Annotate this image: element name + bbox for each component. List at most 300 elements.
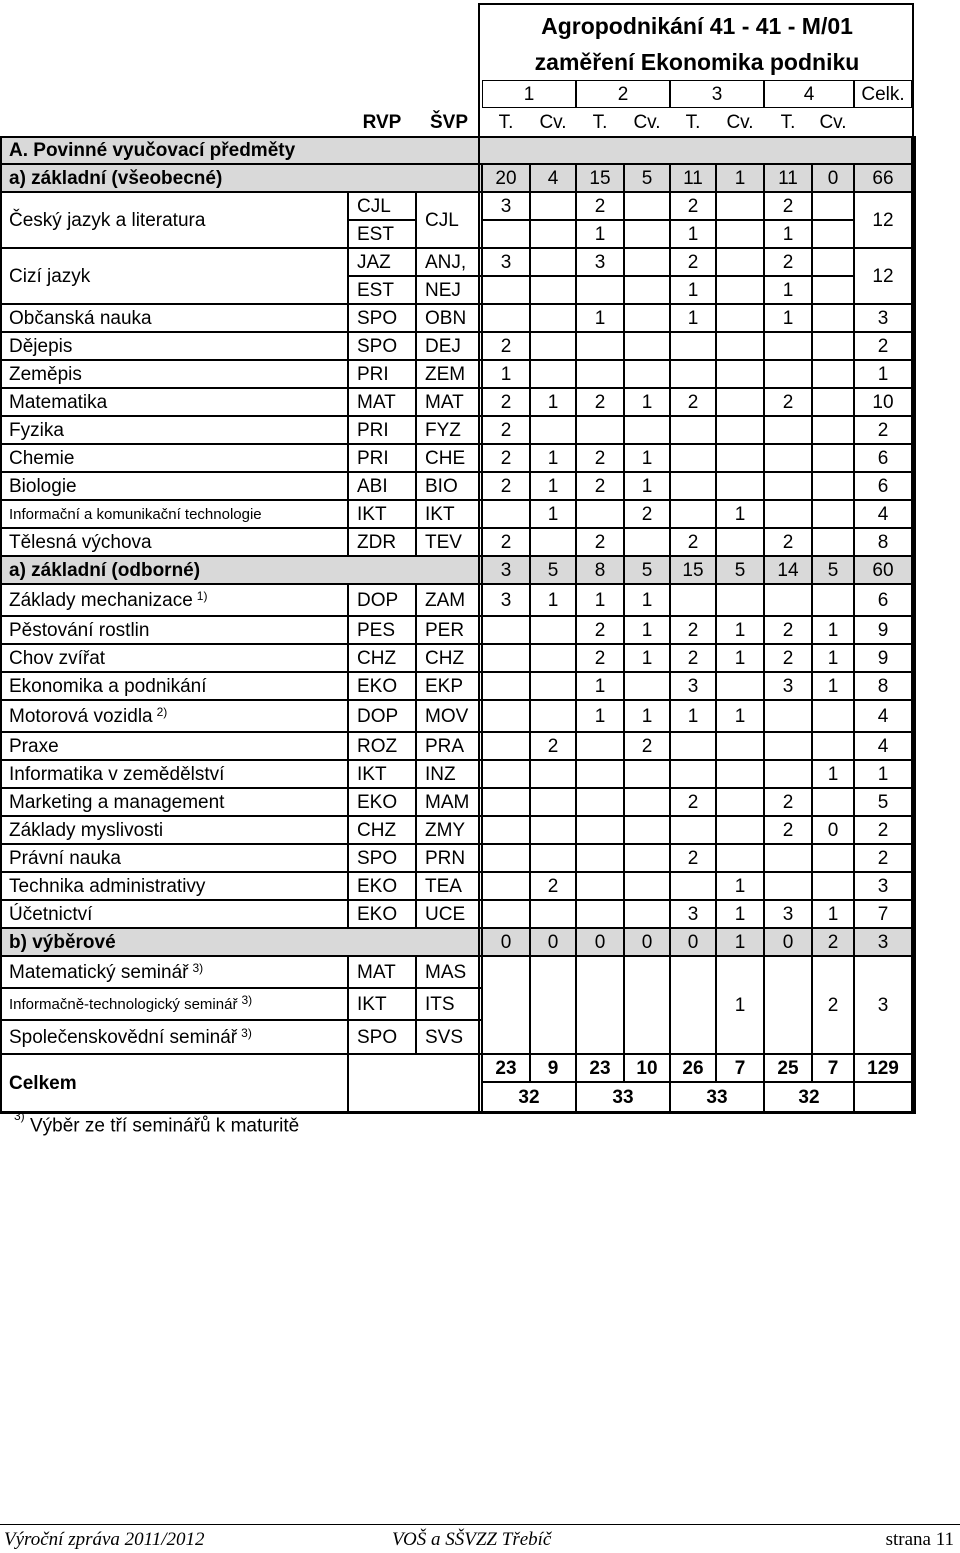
- hours-cell: [530, 220, 576, 248]
- subject-name: Fyzika: [0, 416, 348, 444]
- footer-school: VOŠ a SŠVZZ Třebíč: [392, 1529, 552, 1550]
- rvp-code: MAT: [348, 388, 416, 416]
- hours-cell: 3: [482, 584, 530, 616]
- svp-code: SVS: [416, 1020, 482, 1054]
- hours-cell: 2: [670, 644, 716, 672]
- hours-cell: [764, 416, 812, 444]
- rvp-code: EKO: [348, 788, 416, 816]
- optional-sum-value: 0: [576, 928, 624, 956]
- hours-cell: [624, 872, 670, 900]
- hours-cell: [530, 844, 576, 872]
- hours-cell: [716, 732, 764, 760]
- hours-cell: 1: [764, 304, 812, 332]
- hours-cell: [576, 760, 624, 788]
- hours-cell: 2: [670, 192, 716, 220]
- hours-cell: 2: [764, 388, 812, 416]
- hours-cell: 2: [812, 956, 854, 1054]
- hours-cell: 2: [764, 816, 812, 844]
- svp-code: UCE: [416, 900, 482, 928]
- hours-cell: [812, 248, 854, 276]
- rvp-code: MAT: [348, 956, 416, 988]
- hours-cell: 1: [530, 500, 576, 528]
- hours-cell: 3: [764, 900, 812, 928]
- hours-cell: [530, 760, 576, 788]
- hours-cell: [764, 332, 812, 360]
- professional-sum-value: 5: [812, 556, 854, 584]
- hours-cell: [482, 844, 530, 872]
- hours-cell: [812, 472, 854, 500]
- rvp-code: SPO: [348, 332, 416, 360]
- subject-name: Marketing a management: [0, 788, 348, 816]
- svp-code: ZMY: [416, 816, 482, 844]
- hours-cell: [624, 760, 670, 788]
- hours-cell: [624, 956, 670, 1054]
- svp-code: ZEM: [416, 360, 482, 388]
- total-cell: 5: [854, 788, 912, 816]
- hours-cell: [670, 584, 716, 616]
- optional-sum-value: 2: [812, 928, 854, 956]
- hours-cell: 1: [670, 276, 716, 304]
- professional-sum-value: 5: [530, 556, 576, 584]
- hours-cell: [482, 500, 530, 528]
- hours-cell: [482, 220, 530, 248]
- professional-sum-value: 5: [624, 556, 670, 584]
- svp-code: MOV: [416, 700, 482, 732]
- hours-cell: 2: [530, 872, 576, 900]
- hours-cell: 2: [624, 732, 670, 760]
- hours-cell: [482, 760, 530, 788]
- hours-cell: [764, 760, 812, 788]
- hours-cell: [812, 192, 854, 220]
- general-sum-label: a) základní (všeobecné): [0, 164, 482, 192]
- hours-cell: [624, 220, 670, 248]
- hours-cell: [482, 644, 530, 672]
- general-sum-value: 15: [576, 164, 624, 192]
- rvp-code: IKT: [348, 760, 416, 788]
- hours-cell: [716, 220, 764, 248]
- subject-name: Informatika v zemědělství: [0, 760, 348, 788]
- hours-cell: 3: [482, 192, 530, 220]
- hours-cell: [482, 816, 530, 844]
- hours-cell: [716, 444, 764, 472]
- subject-name: Dějepis: [0, 332, 348, 360]
- hours-cell: [576, 816, 624, 844]
- hours-cell: [482, 732, 530, 760]
- svp-code: MAT: [416, 388, 482, 416]
- hours-cell: [530, 416, 576, 444]
- hours-cell: [716, 192, 764, 220]
- total-cell: 2: [854, 816, 912, 844]
- hours-cell: [530, 956, 576, 1054]
- hours-cell: [670, 444, 716, 472]
- hours-cell: 1: [812, 760, 854, 788]
- hours-cell: 2: [670, 248, 716, 276]
- svp-code: TEV: [416, 528, 482, 556]
- hours-cell: 2: [482, 332, 530, 360]
- total-cell: 6: [854, 444, 912, 472]
- optional-sum-value: 0: [530, 928, 576, 956]
- total-cell: 2: [854, 332, 912, 360]
- svp-code: NEJ: [416, 276, 482, 304]
- general-sum-value: 0: [812, 164, 854, 192]
- total-cell: 9: [854, 616, 912, 644]
- hours-cell: 2: [764, 644, 812, 672]
- hours-cell: [716, 248, 764, 276]
- svp-code: CHE: [416, 444, 482, 472]
- hours-cell: 1: [670, 220, 716, 248]
- hours-cell: 2: [482, 528, 530, 556]
- hours-cell: [482, 304, 530, 332]
- hours-cell: 1: [670, 304, 716, 332]
- general-sum-value: 11: [670, 164, 716, 192]
- subject-name: Praxe: [0, 732, 348, 760]
- hours-cell: [624, 248, 670, 276]
- rvp-code: EKO: [348, 900, 416, 928]
- rvp-code: DOP: [348, 584, 416, 616]
- rvp-code: PRI: [348, 416, 416, 444]
- hours-cell: [670, 500, 716, 528]
- total-value: 25: [764, 1054, 812, 1082]
- total-value: 26: [670, 1054, 716, 1082]
- rvp-code: PRI: [348, 444, 416, 472]
- rvp-code: CHZ: [348, 644, 416, 672]
- subject-name: Biologie: [0, 472, 348, 500]
- hours-cell: [530, 332, 576, 360]
- subject-name: Matematika: [0, 388, 348, 416]
- hours-cell: [530, 672, 576, 700]
- hours-cell: [576, 788, 624, 816]
- hours-cell: [716, 360, 764, 388]
- total-year: 32: [764, 1082, 854, 1112]
- hours-cell: [530, 700, 576, 732]
- hours-cell: [482, 276, 530, 304]
- total-cell: 6: [854, 584, 912, 616]
- optional-sum-value: 0: [764, 928, 812, 956]
- general-sum-value: 4: [530, 164, 576, 192]
- total-year: 32: [482, 1082, 576, 1112]
- optional-sum-label: b) výběrové: [0, 928, 482, 956]
- year-header: 2: [576, 80, 670, 108]
- subject-name: Český jazyk a literatura: [0, 192, 348, 248]
- hours-cell: 1: [716, 644, 764, 672]
- total-cell: 7: [854, 900, 912, 928]
- total-header: Celk.: [854, 80, 912, 108]
- svp-code: ANJ,: [416, 248, 482, 276]
- subject-name: Chemie: [0, 444, 348, 472]
- hours-cell: [764, 956, 812, 1054]
- year-header: 1: [482, 80, 576, 108]
- rvp-code: JAZ: [348, 248, 416, 276]
- professional-sum-value: 15: [670, 556, 716, 584]
- hours-cell: [764, 584, 812, 616]
- hours-cell: [530, 644, 576, 672]
- hours-cell: 2: [576, 388, 624, 416]
- rvp-code: SPO: [348, 304, 416, 332]
- hours-cell: 3: [482, 248, 530, 276]
- svp-code: MAS: [416, 956, 482, 988]
- total-cell: 3: [854, 956, 912, 1054]
- professional-sum-label: a) základní (odborné): [0, 556, 482, 584]
- hours-cell: [670, 872, 716, 900]
- svp-header: ŠVP: [429, 111, 469, 133]
- hours-cell: 1: [624, 700, 670, 732]
- total-cell: 9: [854, 644, 912, 672]
- hours-cell: [530, 788, 576, 816]
- hours-cell: 3: [764, 672, 812, 700]
- hours-cell: [812, 788, 854, 816]
- rvp-code: SPO: [348, 1020, 416, 1054]
- hours-cell: [530, 360, 576, 388]
- total-value: 7: [716, 1054, 764, 1082]
- subject-name: Chov zvířat: [0, 644, 348, 672]
- hours-cell: [530, 192, 576, 220]
- svp-code: PER: [416, 616, 482, 644]
- footer-page: strana 11: [885, 1529, 954, 1550]
- hours-cell: [530, 304, 576, 332]
- hours-cell: 1: [716, 700, 764, 732]
- footnote: [10, 1109, 300, 1137]
- rvp-code: EKO: [348, 872, 416, 900]
- hours-cell: [482, 956, 530, 1054]
- total-cell: 6: [854, 472, 912, 500]
- year-header: 3: [670, 80, 764, 108]
- svp-code: ITS: [416, 988, 482, 1020]
- hours-cell: [812, 584, 854, 616]
- hours-cell: [624, 788, 670, 816]
- general-sum-value: 11: [764, 164, 812, 192]
- hours-cell: 2: [576, 192, 624, 220]
- rvp-code: PRI: [348, 360, 416, 388]
- rvp-code: CHZ: [348, 816, 416, 844]
- rvp-code: EKO: [348, 672, 416, 700]
- rvp-header: RVP: [362, 111, 402, 133]
- hours-cell: [624, 416, 670, 444]
- rvp-code: ZDR: [348, 528, 416, 556]
- rvp-code: ROZ: [348, 732, 416, 760]
- hours-cell: [576, 416, 624, 444]
- footnote-ref: 3): [192, 961, 204, 975]
- hours-cell: [530, 248, 576, 276]
- hours-cell: 1: [624, 444, 670, 472]
- cv-header: Cv.: [633, 111, 661, 133]
- hours-cell: 2: [576, 528, 624, 556]
- program-subtitle: zaměření Ekonomika podniku: [534, 48, 860, 75]
- hours-cell: [764, 844, 812, 872]
- professional-sum-value: 5: [716, 556, 764, 584]
- hours-cell: [812, 388, 854, 416]
- hours-cell: [764, 444, 812, 472]
- hours-cell: [530, 616, 576, 644]
- hours-cell: [812, 444, 854, 472]
- hours-cell: [670, 956, 716, 1054]
- subject-name: Informační a komunikační technologie: [0, 500, 348, 528]
- footnote-text: Výběr ze tří seminářů k maturitě: [29, 1115, 300, 1137]
- hours-cell: 1: [576, 672, 624, 700]
- hours-cell: 1: [576, 304, 624, 332]
- rvp-code: SPO: [348, 844, 416, 872]
- seminar-name: Matematický seminář $^{3)}$: [0, 956, 348, 988]
- subject-name: Základy myslivosti: [0, 816, 348, 844]
- total-cell: 12: [854, 192, 912, 248]
- hours-cell: [670, 332, 716, 360]
- total-spacer: [854, 1082, 912, 1112]
- optional-sum-value: 3: [854, 928, 912, 956]
- total-cell: 1: [854, 760, 912, 788]
- hours-cell: 3: [576, 248, 624, 276]
- svp-code: PRA: [416, 732, 482, 760]
- hours-cell: 2: [764, 528, 812, 556]
- hours-cell: [812, 360, 854, 388]
- hours-cell: [482, 788, 530, 816]
- hours-cell: [812, 700, 854, 732]
- subject-name: Cizí jazyk: [0, 248, 348, 304]
- svp-code: CJL: [416, 192, 482, 248]
- rvp-code: IKT: [348, 988, 416, 1020]
- hours-cell: [576, 900, 624, 928]
- hours-cell: 1: [624, 388, 670, 416]
- subject-name: Tělesná výchova: [0, 528, 348, 556]
- hours-cell: [716, 388, 764, 416]
- seminar-name: Společenskovědní seminář $^{3)}$: [0, 1020, 348, 1054]
- hours-cell: 1: [624, 644, 670, 672]
- hours-cell: [576, 276, 624, 304]
- optional-sum-value: 0: [624, 928, 670, 956]
- cv-header: Cv.: [819, 111, 847, 133]
- hours-cell: [576, 360, 624, 388]
- hours-cell: [530, 900, 576, 928]
- hours-cell: 3: [670, 672, 716, 700]
- hours-cell: [576, 872, 624, 900]
- cv-header: Cv.: [539, 111, 567, 133]
- professional-sum-value: 14: [764, 556, 812, 584]
- total-value: 129: [854, 1054, 912, 1082]
- hours-cell: 2: [670, 788, 716, 816]
- professional-sum-value: 8: [576, 556, 624, 584]
- hours-cell: [812, 732, 854, 760]
- hours-cell: [716, 416, 764, 444]
- program-title: Agropodnikání 41 - 41 - M/01: [541, 12, 853, 39]
- hours-cell: [482, 700, 530, 732]
- hours-cell: [812, 416, 854, 444]
- hours-cell: [624, 816, 670, 844]
- svp-code: EKP: [416, 672, 482, 700]
- footnote-ref: 2): [156, 705, 168, 719]
- t-header: T.: [498, 111, 514, 133]
- rvp-code: EST: [348, 276, 416, 304]
- hours-cell: 2: [530, 732, 576, 760]
- subject-name: Zeměpis: [0, 360, 348, 388]
- hours-cell: [716, 304, 764, 332]
- total-cell: 8: [854, 672, 912, 700]
- hours-cell: 2: [482, 416, 530, 444]
- total-value: 23: [482, 1054, 530, 1082]
- hours-cell: [670, 816, 716, 844]
- hours-cell: 3: [670, 900, 716, 928]
- hours-cell: [670, 732, 716, 760]
- hours-cell: [530, 816, 576, 844]
- hours-cell: 1: [812, 616, 854, 644]
- hours-cell: 1: [716, 616, 764, 644]
- hours-cell: 0: [812, 816, 854, 844]
- hours-cell: [812, 844, 854, 872]
- hours-cell: [764, 500, 812, 528]
- total-cell: 4: [854, 700, 912, 732]
- hours-cell: [716, 672, 764, 700]
- hours-cell: [716, 276, 764, 304]
- cv-header: Cv.: [726, 111, 754, 133]
- hours-cell: 2: [576, 644, 624, 672]
- subject-name: Ekonomika a podnikání: [0, 672, 348, 700]
- subject-name: Technika administrativy: [0, 872, 348, 900]
- total-value: 9: [530, 1054, 576, 1082]
- total-label: Celkem: [0, 1054, 348, 1112]
- hours-cell: 1: [812, 672, 854, 700]
- subject-name: Motorová vozidla $^{2)}$: [0, 700, 348, 732]
- hours-cell: [716, 844, 764, 872]
- footer-report: Výroční zpráva 2011/2012: [4, 1529, 205, 1550]
- hours-cell: [624, 304, 670, 332]
- hours-cell: 1: [482, 360, 530, 388]
- hours-cell: [482, 900, 530, 928]
- hours-cell: 2: [576, 472, 624, 500]
- professional-sum-value: 60: [854, 556, 912, 584]
- hours-cell: 2: [576, 444, 624, 472]
- optional-sum-value: 0: [670, 928, 716, 956]
- total-year: 33: [576, 1082, 670, 1112]
- hours-cell: 1: [670, 700, 716, 732]
- hours-cell: [482, 872, 530, 900]
- hours-cell: [624, 844, 670, 872]
- svp-code: INZ: [416, 760, 482, 788]
- hours-cell: 2: [482, 388, 530, 416]
- total-cell: 2: [854, 416, 912, 444]
- hours-cell: [482, 616, 530, 644]
- subject-name: Základy mechanizace $^{1)}$: [0, 584, 348, 616]
- hours-cell: [764, 360, 812, 388]
- section-mandatory: A. Povinné vyučovací předměty: [0, 136, 912, 164]
- hours-cell: [716, 528, 764, 556]
- hours-cell: [670, 360, 716, 388]
- hours-cell: 1: [764, 276, 812, 304]
- total-cell: 2: [854, 844, 912, 872]
- hours-cell: 1: [716, 956, 764, 1054]
- hours-cell: [764, 872, 812, 900]
- hours-cell: 1: [716, 872, 764, 900]
- footer-rule: [0, 1524, 960, 1525]
- footnote-mark: 3): [14, 1109, 25, 1123]
- hours-cell: 1: [716, 500, 764, 528]
- rvp-code: PES: [348, 616, 416, 644]
- hours-cell: [812, 500, 854, 528]
- total-value: 7: [812, 1054, 854, 1082]
- hours-cell: 1: [576, 584, 624, 616]
- svp-code: DEJ: [416, 332, 482, 360]
- rvp-code: IKT: [348, 500, 416, 528]
- svp-code: FYZ: [416, 416, 482, 444]
- hours-cell: [670, 416, 716, 444]
- hours-cell: 1: [716, 900, 764, 928]
- rvp-code: DOP: [348, 700, 416, 732]
- optional-sum-value: 0: [482, 928, 530, 956]
- t-header: T.: [685, 111, 701, 133]
- t-header: T.: [780, 111, 796, 133]
- subject-name: Občanská nauka: [0, 304, 348, 332]
- hours-cell: 2: [764, 788, 812, 816]
- hours-cell: 2: [670, 844, 716, 872]
- hours-cell: [716, 332, 764, 360]
- hours-cell: 1: [530, 388, 576, 416]
- hours-cell: 1: [764, 220, 812, 248]
